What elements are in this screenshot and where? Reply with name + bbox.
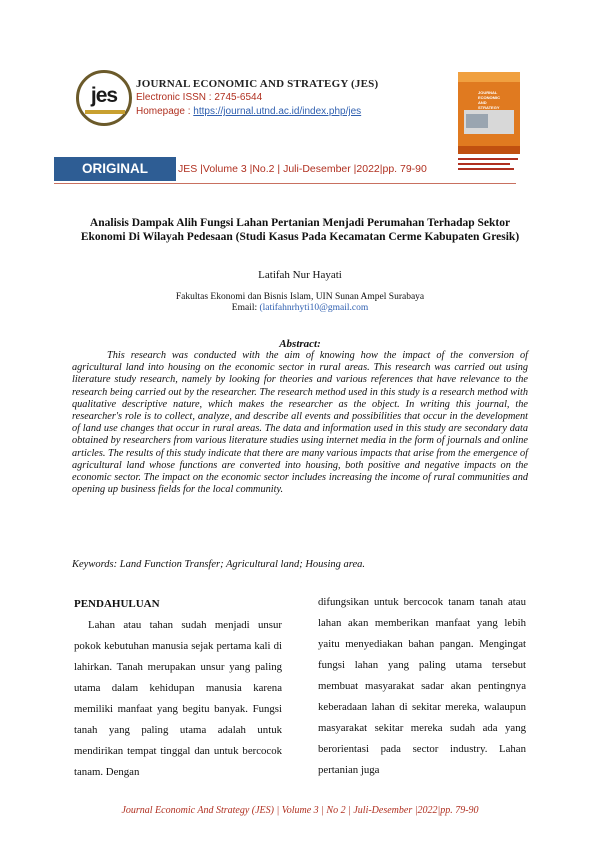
section-heading: PENDAHULUAN <box>74 598 160 610</box>
cover-caption <box>458 158 522 173</box>
issue-info: JES |Volume 3 |No.2 | Juli-Desember |2022|pp. 79-90 <box>178 163 427 175</box>
article-type-badge: ORIGINAL ARTICEL <box>54 157 176 181</box>
page-footer: Journal Economic And Strategy (JES) | Volume 3 | No 2 | Juli-Desember |2022|pp. 79-90 <box>121 805 479 816</box>
journal-cover-thumbnail: JOURNAL ECONOMIC AND STRATEGY <box>458 72 520 154</box>
body-column-right <box>318 592 526 781</box>
author-name: Latifah Nur Hayati <box>258 269 342 281</box>
journal-title: JOURNAL ECONOMIC AND STRATEGY (JES) <box>136 78 379 90</box>
homepage-label: Homepage : <box>136 106 194 117</box>
keywords: Keywords: Land Function Transfer; Agricultural land; Housing area. <box>72 559 366 570</box>
author-email-line <box>60 303 540 313</box>
body-column-left <box>74 597 282 783</box>
header-divider <box>54 183 516 184</box>
logo-stripe <box>85 110 125 114</box>
journal-logo <box>76 70 132 126</box>
paper-title: Analisis Dampak Alih Fungsi Lahan Pertanian Menjadi Perumahan Terhadap Sektor Ekonomi Di Wilayah Pedesaan (Studi Kasus Pada Kecamatan Cerme Kabupaten Gresik) <box>80 217 520 243</box>
body-paragraph-left: Lahan atau tahan sudah menjadi unsur pokok kebutuhan manusia sejak pertama kali di lahirkan. Tanah merupakan unsur yang paling utama dalam kehidupan manusia karena memiliki manfaat yang begitu banyak. Fungsi tanah yang paling utama adalah untuk mendirikan tempat tinggal dan untuk bercocok tanam. Dengan <box>74 619 282 778</box>
journal-homepage <box>136 106 361 117</box>
author-email[interactable]: (latifahnrhyti10@gmail.com <box>259 303 369 313</box>
body-paragraph-right: difungsikan untuk bercocok tanam tanah atau lahan akan memberikan manfaat yang lebih yaitu menyediakan bahan pangan. Mengingat fungsi lahan yang paling utama tersebut membuat masyarakat sadar akan pentingnya keberadaan lahan di sekitar mereka, walaupun masyarakat sekitar mereka sudah ada yang berorientasi pada sector industry. Lahan pertanian juga <box>318 596 526 776</box>
logo-text: jes <box>90 84 118 107</box>
author-affiliation: Fakultas Ekonomi dan Bisnis Islam, UIN Sunan Ampel Surabaya <box>175 292 425 302</box>
homepage-link[interactable]: https://journal.utnd.ac.id/index.php/jes <box>193 106 362 117</box>
abstract-text: This research was conducted with the aim of knowing how the impact of the conversion of agricultural land into housing on the economic sector in rural areas. This research was carried out using literature study research, namely by looking for theories and various references that have relevance to the research being carried out by the researcher. The research method used in this study is a research method with qualitative descriptive nature, which makes the researcher as the object. In writing this journal, the researcher's role is to collect, analyze, and describe all events and possibilities that occur in the development of land use changes that occur in rural areas. The data and information used in this study are secondary data obtained by researchers from various literature studies using internet media in the form of journals and online articles. The results of this study indicate that there are many various impacts that arise from the emergence of agricultural land whose functions are converted into housing, both positive and negative impacts on the economic sector. The impact on the economic sector includes increasing the income of rural communities and opening up business fields for the local community. <box>72 350 528 496</box>
abstract-heading: Abstract: <box>279 338 321 350</box>
email-label: Email: <box>231 303 260 313</box>
journal-issn: Electronic ISSN : 2745-6544 <box>136 92 263 103</box>
